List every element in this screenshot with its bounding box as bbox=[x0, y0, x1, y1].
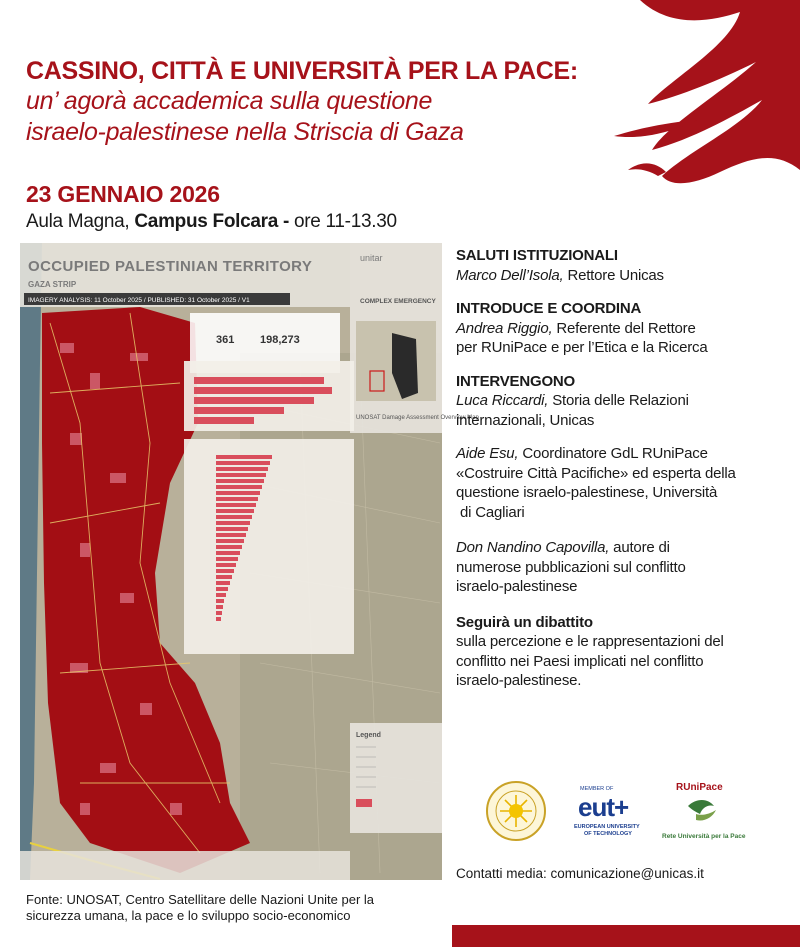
title-subtitle-line-1: un’ agorà accademica sulla questione bbox=[26, 87, 433, 115]
event-program bbox=[456, 246, 792, 705]
speaker-2-role-1: Coordinatore GdL RUniPace bbox=[522, 445, 708, 462]
speaker-3-role-2: numerose pubblicazioni sul conflitto bbox=[456, 558, 686, 576]
runipace-logo bbox=[662, 782, 746, 840]
eut-member-label: MEMBER OF bbox=[580, 786, 614, 792]
map-stat-1: 361 bbox=[216, 334, 235, 346]
dibattito-line-3: israelo-palestinese. bbox=[456, 672, 582, 689]
intervengono-heading: INTERVENGONO bbox=[456, 372, 576, 390]
introduce-name: Andrea Riggio, bbox=[456, 319, 553, 337]
introduce-speaker bbox=[456, 319, 792, 339]
program-introduce bbox=[456, 299, 792, 358]
source-line-1: Fonte: UNOSAT, Centro Satellitare delle Nazioni Unite per la bbox=[26, 892, 375, 907]
title-subtitle-line-2: israelo-palestinese nella Striscia di Gaza bbox=[26, 118, 464, 146]
media-contacts: Contatti media: comunicazione@unicas.it bbox=[456, 866, 704, 881]
brush-stroke-decoration bbox=[600, 0, 800, 190]
event-venue bbox=[26, 211, 397, 233]
introduce-heading: INTRODUCE E COORDINA bbox=[456, 300, 642, 317]
dibattito-line-2: conflitto nei Paesi implicati nel conflitto bbox=[456, 652, 704, 670]
introduce-role-2: per RUniPace e per l’Etica e la Ricerca bbox=[456, 339, 708, 356]
speaker-1-name: Luca Riccardi, bbox=[456, 392, 549, 409]
eut-logo bbox=[574, 786, 640, 837]
speaker-2-role-2: «Costruire Città Pacifiche» ed esperta della bbox=[456, 464, 736, 482]
eut-wordmark: eut+ bbox=[578, 792, 629, 822]
event-title bbox=[26, 56, 616, 148]
saluti-heading: SALUTI ISTITUZIONALI bbox=[456, 247, 618, 264]
eut-line-2: OF TECHNOLOGY bbox=[584, 831, 632, 837]
introduce-role-1: Referente del Rettore bbox=[556, 319, 696, 337]
program-dibattito bbox=[456, 613, 792, 691]
speaker-1-role-1: Storia delle Relazioni bbox=[552, 392, 689, 409]
runipace-bottom: Rete Università per la Pace bbox=[662, 833, 746, 840]
dibattito-heading: Seguirà un dibattito bbox=[456, 613, 593, 631]
map-imagery-text: IMAGERY ANALYSIS: 11 October 2025 / PUBLISHED: 31 October 2025 / V1 bbox=[28, 297, 250, 304]
speaker-2-role-4: di Cagliari bbox=[460, 503, 525, 521]
eut-line-1: EUROPEAN UNIVERSITY bbox=[574, 824, 640, 830]
map-footer-panel bbox=[20, 851, 350, 880]
venue-room: Aula Magna, bbox=[26, 211, 130, 232]
program-speaker-2 bbox=[456, 444, 792, 522]
speaker-3-role-1: autore di bbox=[613, 539, 670, 556]
saluti-name: Marco Dell’Isola, bbox=[456, 266, 564, 284]
venue-time: ore 11-13.30 bbox=[294, 211, 397, 232]
speaker-2 bbox=[456, 444, 792, 464]
map-chart-panel-2 bbox=[184, 439, 354, 654]
speaker-1-role-2: internazionali, Unicas bbox=[456, 411, 595, 429]
speaker-2-name: Aide Esu, bbox=[456, 445, 519, 462]
map-emergency: COMPLEX EMERGENCY bbox=[360, 298, 436, 305]
venue-campus: Campus Folcara - bbox=[134, 211, 290, 232]
program-intervengono bbox=[456, 372, 792, 431]
saluti-speaker bbox=[456, 266, 792, 286]
gaza-damage-map bbox=[20, 243, 479, 880]
map-title: OCCUPIED PALESTINIAN TERRITORY bbox=[28, 258, 313, 275]
title-main: CASSINO, CITTÀ E UNIVERSITÀ PER LA PACE: bbox=[26, 57, 578, 85]
source-note bbox=[26, 892, 426, 924]
speaker-3 bbox=[456, 538, 792, 558]
map-legend-swatch bbox=[356, 799, 372, 807]
dibattito-line-1: sulla percezione e le rappresentazioni del bbox=[456, 633, 724, 650]
program-saluti bbox=[456, 246, 792, 285]
map-overview-label: UNOSAT Damage Assessment Overview Map bbox=[356, 415, 479, 421]
speaker-2-role-3: questione israelo-palestinese, Università bbox=[456, 484, 718, 501]
runipace-top: RUniPace bbox=[676, 782, 723, 793]
map-legend-panel bbox=[350, 723, 442, 833]
speaker-1 bbox=[456, 391, 792, 411]
partner-logos bbox=[486, 776, 786, 846]
speaker-3-name: Don Nandino Capovilla, bbox=[456, 539, 610, 556]
map-legend-title: Legend bbox=[356, 732, 381, 739]
speaker-3-role-3: israelo-palestinese bbox=[456, 578, 578, 595]
event-date: 23 GENNAIO 2026 bbox=[26, 181, 220, 207]
map-org: unitar bbox=[360, 253, 383, 263]
map-stat-2: 198,273 bbox=[260, 334, 300, 346]
unicas-seal-logo bbox=[487, 782, 545, 840]
saluti-role: Rettore Unicas bbox=[567, 266, 664, 284]
source-line-2: sicurezza umana, la pace e lo sviluppo socio-economico bbox=[26, 908, 351, 923]
map-subtitle: GAZA STRIP bbox=[28, 280, 77, 289]
footer-accent-bar bbox=[452, 925, 800, 947]
program-speaker-3 bbox=[456, 538, 792, 597]
dove-icon bbox=[688, 800, 714, 814]
